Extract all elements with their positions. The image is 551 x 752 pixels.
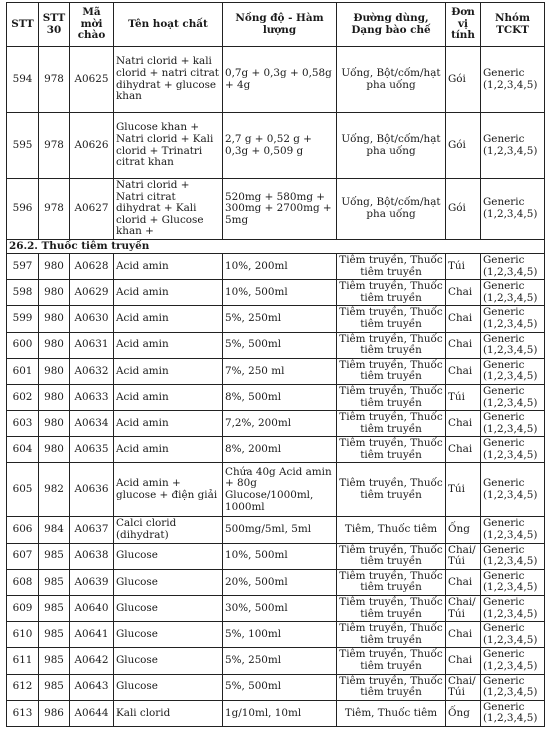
- cell-stt30: 978: [39, 47, 70, 113]
- cell-ma-moi-chao: A0628: [70, 253, 114, 279]
- cell-nong-do: 30%, 500ml: [223, 596, 337, 622]
- cell-nhom: Generic (1,2,3,4,5): [481, 358, 545, 384]
- cell-nong-do: 8%, 200ml: [223, 437, 337, 463]
- cell-duong-dung: Tiêm, Thuốc tiêm: [337, 517, 446, 543]
- header-nong-do: Nồng độ - Hàm lượng: [223, 3, 337, 47]
- cell-duong-dung: Tiêm truyền, Thuốc tiêm truyền: [337, 622, 446, 648]
- cell-stt: 612: [7, 674, 39, 700]
- cell-stt30: 978: [39, 113, 70, 179]
- cell-nong-do: 5%, 500ml: [223, 332, 337, 358]
- cell-ten-hoat-chat: Acid amin: [114, 306, 223, 332]
- table-row: [7, 411, 545, 437]
- cell-stt: 605: [7, 463, 39, 517]
- cell-ten-hoat-chat: Glucose: [114, 648, 223, 674]
- cell-nong-do: 7,2%, 200ml: [223, 411, 337, 437]
- cell-stt30: 982: [39, 463, 70, 517]
- cell-stt30: 980: [39, 332, 70, 358]
- cell-ma-moi-chao: A0637: [70, 517, 114, 543]
- cell-nhom: Generic (1,2,3,4,5): [481, 622, 545, 648]
- cell-duong-dung: Tiêm truyền, Thuốc tiêm truyền: [337, 569, 446, 595]
- cell-stt: 607: [7, 543, 39, 569]
- cell-nong-do: 5%, 250ml: [223, 648, 337, 674]
- cell-don-vi: Chai/Túi: [446, 596, 481, 622]
- table-row: [7, 358, 545, 384]
- cell-stt: 596: [7, 179, 39, 240]
- header-ma-moi-chao: Mã mời chào: [70, 3, 114, 47]
- cell-stt30: 984: [39, 517, 70, 543]
- cell-nhom: Generic (1,2,3,4,5): [481, 332, 545, 358]
- table-row: [7, 674, 545, 700]
- table-row: [7, 569, 545, 595]
- cell-ten-hoat-chat: Glucose: [114, 543, 223, 569]
- cell-duong-dung: Tiêm truyền, Thuốc tiêm truyền: [337, 596, 446, 622]
- cell-ma-moi-chao: A0634: [70, 411, 114, 437]
- cell-ten-hoat-chat: Acid amin: [114, 358, 223, 384]
- table-row: [7, 384, 545, 410]
- cell-nhom: Generic (1,2,3,4,5): [481, 648, 545, 674]
- cell-duong-dung: Tiêm truyền, Thuốc tiêm truyền: [337, 280, 446, 306]
- cell-don-vi: Chai/Túi: [446, 543, 481, 569]
- cell-stt30: 985: [39, 569, 70, 595]
- cell-nong-do: 520mg + 580mg + 300mg + 2700mg + 5mg: [223, 179, 337, 240]
- cell-duong-dung: Tiêm truyền, Thuốc tiêm truyền: [337, 463, 446, 517]
- header-duong-dung: Đường dùng, Dạng bào chế: [337, 3, 446, 47]
- table-body-oral: [7, 47, 545, 240]
- cell-nhom: Generic (1,2,3,4,5): [481, 179, 545, 240]
- table-header-row: [7, 3, 545, 47]
- cell-nhom: Generic (1,2,3,4,5): [481, 543, 545, 569]
- cell-duong-dung: Tiêm truyền, Thuốc tiêm truyền: [337, 306, 446, 332]
- cell-duong-dung: Tiêm truyền, Thuốc tiêm truyền: [337, 543, 446, 569]
- table-row: [7, 306, 545, 332]
- cell-ma-moi-chao: A0643: [70, 674, 114, 700]
- cell-ma-moi-chao: A0632: [70, 358, 114, 384]
- cell-stt: 609: [7, 596, 39, 622]
- cell-duong-dung: Uống, Bột/cốm/hạt pha uống: [337, 179, 446, 240]
- cell-stt30: 978: [39, 179, 70, 240]
- cell-ten-hoat-chat: Calci clorid (dihydrat): [114, 517, 223, 543]
- cell-don-vi: Chai/Túi: [446, 674, 481, 700]
- cell-stt: 595: [7, 113, 39, 179]
- cell-duong-dung: Tiêm truyền, Thuốc tiêm truyền: [337, 384, 446, 410]
- section-title: 26.2. Thuốc tiêm truyền: [7, 239, 545, 253]
- cell-ma-moi-chao: A0641: [70, 622, 114, 648]
- drug-list-document: [6, 2, 544, 727]
- cell-nhom: Generic (1,2,3,4,5): [481, 113, 545, 179]
- cell-don-vi: Ống: [446, 700, 481, 726]
- cell-ma-moi-chao: A0636: [70, 463, 114, 517]
- header-stt: STT: [7, 3, 39, 47]
- cell-duong-dung: Tiêm truyền, Thuốc tiêm truyền: [337, 411, 446, 437]
- table-row: [7, 543, 545, 569]
- cell-nhom: Generic (1,2,3,4,5): [481, 463, 545, 517]
- cell-nhom: Generic (1,2,3,4,5): [481, 253, 545, 279]
- cell-stt30: 985: [39, 596, 70, 622]
- cell-stt: 604: [7, 437, 39, 463]
- cell-nong-do: 8%, 500ml: [223, 384, 337, 410]
- cell-stt30: 985: [39, 543, 70, 569]
- header-don-vi: Đơn vị tính: [446, 3, 481, 47]
- cell-don-vi: Gói: [446, 113, 481, 179]
- cell-duong-dung: Tiêm truyền, Thuốc tiêm truyền: [337, 253, 446, 279]
- cell-nong-do: 0,7g + 0,3g + 0,58g + 4g: [223, 47, 337, 113]
- cell-stt30: 980: [39, 306, 70, 332]
- cell-ma-moi-chao: A0630: [70, 306, 114, 332]
- cell-don-vi: Túi: [446, 384, 481, 410]
- cell-don-vi: Chai: [446, 306, 481, 332]
- cell-stt30: 985: [39, 622, 70, 648]
- cell-nong-do: 1g/10ml, 10ml: [223, 700, 337, 726]
- cell-ma-moi-chao: A0635: [70, 437, 114, 463]
- cell-duong-dung: Tiêm truyền, Thuốc tiêm truyền: [337, 437, 446, 463]
- cell-ten-hoat-chat: Acid amin: [114, 437, 223, 463]
- cell-ten-hoat-chat: Natri clorid + kali clorid + natri citrat dihydrat + glucose khan: [114, 47, 223, 113]
- cell-don-vi: Gói: [446, 47, 481, 113]
- cell-nong-do: 7%, 250 ml: [223, 358, 337, 384]
- table-row: [7, 463, 545, 517]
- cell-stt30: 985: [39, 674, 70, 700]
- drug-table: [6, 2, 545, 727]
- cell-nhom: Generic (1,2,3,4,5): [481, 384, 545, 410]
- header-ten-hoat-chat: Tên hoạt chất: [114, 3, 223, 47]
- cell-nhom: Generic (1,2,3,4,5): [481, 596, 545, 622]
- table-row: [7, 622, 545, 648]
- cell-ma-moi-chao: A0644: [70, 700, 114, 726]
- cell-ma-moi-chao: A0627: [70, 179, 114, 240]
- table-row: [7, 437, 545, 463]
- cell-nhom: Generic (1,2,3,4,5): [481, 47, 545, 113]
- cell-nhom: Generic (1,2,3,4,5): [481, 569, 545, 595]
- cell-ma-moi-chao: A0626: [70, 113, 114, 179]
- cell-ten-hoat-chat: Acid amin + glucose + điện giải: [114, 463, 223, 517]
- cell-ten-hoat-chat: Acid amin: [114, 253, 223, 279]
- cell-nong-do: 10%, 500ml: [223, 280, 337, 306]
- cell-stt: 603: [7, 411, 39, 437]
- cell-duong-dung: Tiêm truyền, Thuốc tiêm truyền: [337, 674, 446, 700]
- cell-don-vi: Chai: [446, 648, 481, 674]
- cell-nhom: Generic (1,2,3,4,5): [481, 517, 545, 543]
- cell-stt30: 980: [39, 411, 70, 437]
- cell-don-vi: Gói: [446, 179, 481, 240]
- cell-stt: 610: [7, 622, 39, 648]
- cell-stt: 613: [7, 700, 39, 726]
- cell-nong-do: Chứa 40g Acid amin + 80g Glucose/1000ml, 1000ml: [223, 463, 337, 517]
- table-row: [7, 332, 545, 358]
- table-row: [7, 596, 545, 622]
- cell-duong-dung: Tiêm truyền, Thuốc tiêm truyền: [337, 358, 446, 384]
- table-row: [7, 253, 545, 279]
- cell-stt: 611: [7, 648, 39, 674]
- cell-ma-moi-chao: A0642: [70, 648, 114, 674]
- cell-stt30: 980: [39, 437, 70, 463]
- cell-stt: 600: [7, 332, 39, 358]
- table-row: [7, 47, 545, 113]
- cell-ten-hoat-chat: Kali clorid: [114, 700, 223, 726]
- cell-nong-do: 500mg/5ml, 5ml: [223, 517, 337, 543]
- cell-stt: 602: [7, 384, 39, 410]
- cell-stt30: 980: [39, 358, 70, 384]
- cell-stt30: 986: [39, 700, 70, 726]
- cell-duong-dung: Uống, Bột/cốm/hạt pha uống: [337, 113, 446, 179]
- table-row: [7, 700, 545, 726]
- table-body-infusion: [7, 253, 545, 726]
- cell-nhom: Generic (1,2,3,4,5): [481, 280, 545, 306]
- cell-don-vi: Chai: [446, 437, 481, 463]
- table-row: [7, 280, 545, 306]
- section-row: [7, 239, 545, 253]
- cell-stt: 597: [7, 253, 39, 279]
- cell-ma-moi-chao: A0638: [70, 543, 114, 569]
- cell-ten-hoat-chat: Glucose: [114, 569, 223, 595]
- table-row: [7, 517, 545, 543]
- cell-don-vi: Chai: [446, 569, 481, 595]
- cell-stt: 608: [7, 569, 39, 595]
- cell-ten-hoat-chat: Acid amin: [114, 411, 223, 437]
- cell-ten-hoat-chat: Acid amin: [114, 280, 223, 306]
- section-row-group: [7, 239, 545, 253]
- cell-ten-hoat-chat: Glucose khan + Natri clorid + Kali clorid + Trinatri citrat khan: [114, 113, 223, 179]
- cell-stt: 599: [7, 306, 39, 332]
- cell-nong-do: 10%, 200ml: [223, 253, 337, 279]
- cell-nong-do: 20%, 500ml: [223, 569, 337, 595]
- cell-don-vi: Chai: [446, 280, 481, 306]
- cell-stt30: 980: [39, 384, 70, 410]
- cell-don-vi: Ống: [446, 517, 481, 543]
- cell-ten-hoat-chat: Glucose: [114, 596, 223, 622]
- cell-nhom: Generic (1,2,3,4,5): [481, 437, 545, 463]
- cell-stt: 594: [7, 47, 39, 113]
- cell-duong-dung: Tiêm truyền, Thuốc tiêm truyền: [337, 648, 446, 674]
- cell-stt30: 980: [39, 280, 70, 306]
- cell-don-vi: Túi: [446, 253, 481, 279]
- cell-ten-hoat-chat: Acid amin: [114, 384, 223, 410]
- cell-nhom: Generic (1,2,3,4,5): [481, 674, 545, 700]
- cell-ma-moi-chao: A0639: [70, 569, 114, 595]
- cell-stt30: 980: [39, 253, 70, 279]
- header-stt30: STT 30: [39, 3, 70, 47]
- cell-ma-moi-chao: A0633: [70, 384, 114, 410]
- cell-stt: 606: [7, 517, 39, 543]
- cell-stt: 601: [7, 358, 39, 384]
- cell-don-vi: Chai: [446, 622, 481, 648]
- cell-don-vi: Chai: [446, 332, 481, 358]
- cell-ten-hoat-chat: Glucose: [114, 674, 223, 700]
- cell-stt: 598: [7, 280, 39, 306]
- cell-nhom: Generic (1,2,3,4,5): [481, 700, 545, 726]
- cell-ten-hoat-chat: Glucose: [114, 622, 223, 648]
- cell-ma-moi-chao: A0625: [70, 47, 114, 113]
- cell-duong-dung: Tiêm truyền, Thuốc tiêm truyền: [337, 332, 446, 358]
- table-row: [7, 113, 545, 179]
- cell-don-vi: Chai: [446, 411, 481, 437]
- cell-duong-dung: Uống, Bột/cốm/hạt pha uống: [337, 47, 446, 113]
- cell-nhom: Generic (1,2,3,4,5): [481, 411, 545, 437]
- cell-don-vi: Túi: [446, 463, 481, 517]
- cell-nong-do: 5%, 500ml: [223, 674, 337, 700]
- cell-ma-moi-chao: A0631: [70, 332, 114, 358]
- cell-don-vi: Chai: [446, 358, 481, 384]
- cell-ma-moi-chao: A0629: [70, 280, 114, 306]
- cell-nong-do: 10%, 500ml: [223, 543, 337, 569]
- cell-nong-do: 5%, 100ml: [223, 622, 337, 648]
- cell-nong-do: 5%, 250ml: [223, 306, 337, 332]
- header-nhom: Nhóm TCKT: [481, 3, 545, 47]
- cell-ten-hoat-chat: Natri clorid + Natri citrat dihydrat + Kali clorid + Glucose khan +: [114, 179, 223, 240]
- cell-ma-moi-chao: A0640: [70, 596, 114, 622]
- table-row: [7, 648, 545, 674]
- cell-duong-dung: Tiêm, Thuốc tiêm: [337, 700, 446, 726]
- cell-ten-hoat-chat: Acid amin: [114, 332, 223, 358]
- cell-nhom: Generic (1,2,3,4,5): [481, 306, 545, 332]
- cell-stt30: 985: [39, 648, 70, 674]
- table-row: [7, 179, 545, 240]
- cell-nong-do: 2,7 g + 0,52 g + 0,3g + 0,509 g: [223, 113, 337, 179]
